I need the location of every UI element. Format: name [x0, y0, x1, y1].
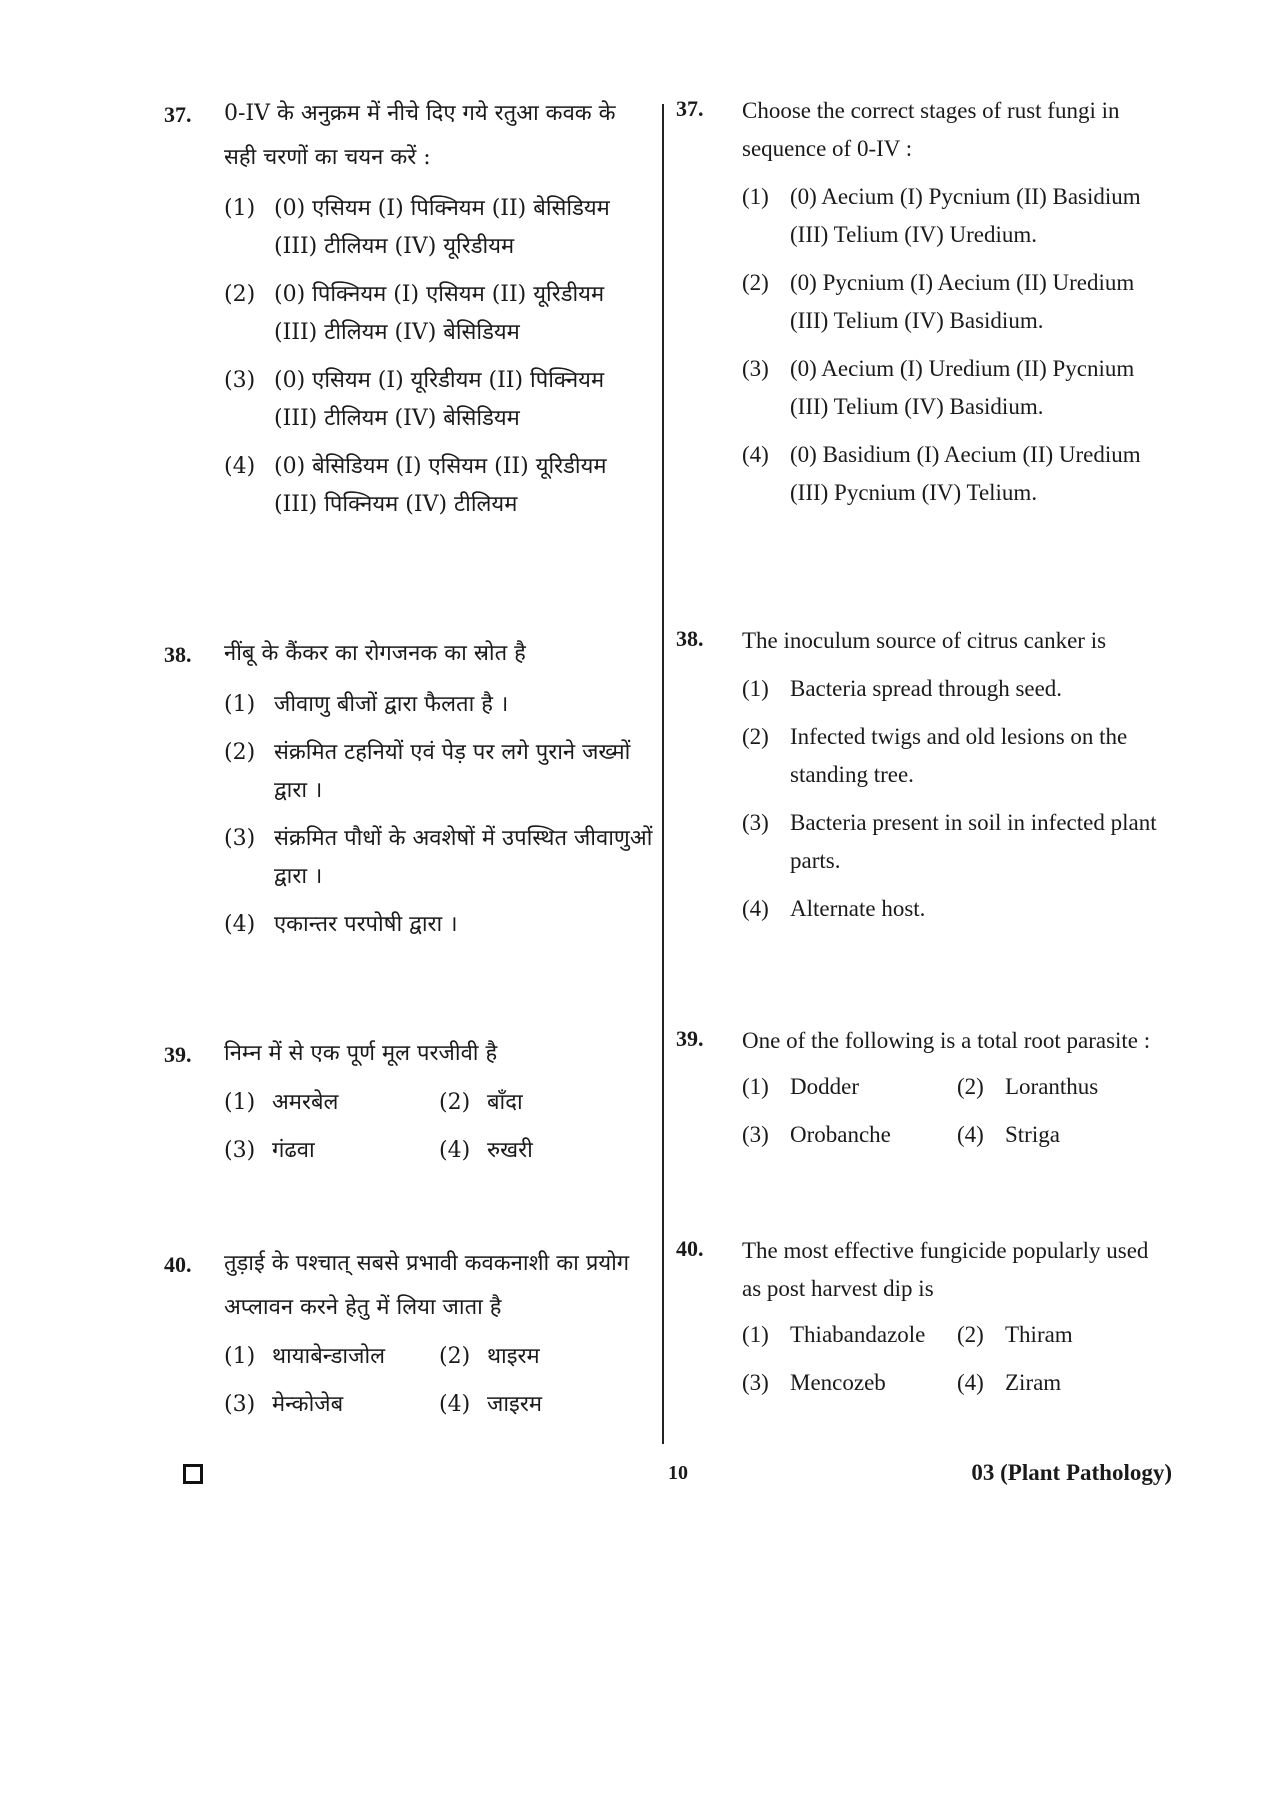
question-37-hindi [164, 92, 654, 524]
question-number: 37. [164, 102, 192, 127]
option-2: (2) थाइरम [439, 1344, 540, 1369]
option-1: (1) Dodder [742, 1074, 859, 1099]
question-stem: नींबू के कैंकर का रोगजनक का स्रोत है [224, 641, 526, 666]
option-2: (2) Loranthus [957, 1074, 1099, 1099]
option-4: (4) रुखरी [439, 1138, 533, 1163]
option-2: (2) बाँदा [439, 1090, 523, 1115]
page-footer [0, 1460, 1270, 1500]
question-40-hindi [164, 1242, 654, 1424]
option-3: (3) मेन्कोजेब [224, 1392, 344, 1417]
option-4: (4) एकान्तर परपोषी द्वारा । [224, 912, 458, 937]
column-divider [662, 104, 664, 1444]
question-stem: The most effective fungicide popularly used as post harvest dip is [742, 1238, 1149, 1301]
square-marker-icon [183, 1464, 203, 1484]
option-3: (3) गंढवा [224, 1138, 315, 1163]
option-1: (1) Bacteria spread through seed. [742, 676, 1063, 701]
options-grid [742, 1068, 1171, 1154]
question-number: 40. [164, 1252, 192, 1277]
option-4: (4) Ziram [957, 1370, 1062, 1395]
question-number: 39. [676, 1026, 704, 1051]
page-number: 10 [668, 1462, 688, 1484]
option-3: (3) Orobanche [742, 1122, 891, 1147]
question-number: 38. [164, 642, 192, 667]
question-number: 39. [164, 1042, 192, 1067]
option-1: (1) जीवाणु बीजों द्वारा फैलता है । [224, 692, 509, 717]
question-stem: निम्न में से एक पूर्ण मूल परजीवी है [224, 1041, 498, 1066]
question-stem: The inoculum source of citrus canker is [742, 628, 1107, 653]
option-2: (2) Infected twigs and old lesions on the standing tree. [742, 724, 1128, 787]
option-3: (3) (0) एसियम (I) यूरिडीयम (II) पिक्नियम (III) टीलियम (IV) बेसिडियम [224, 368, 605, 431]
option-4: (4) (0) बेसिडियम (I) एसियम (II) यूरिडीयम (III) पिक्नियम (IV) टीलियम [224, 454, 607, 517]
question-number: 38. [676, 626, 704, 651]
option-4: (4) Alternate host. [742, 896, 926, 921]
question-number: 40. [676, 1236, 704, 1261]
option-1: (1) (0) Aecium (I) Pycnium (II) Basidium (III) Telium (IV) Uredium. [742, 184, 1141, 247]
question-stem: Choose the correct stages of rust fungi in sequence of 0-IV : [742, 98, 1120, 161]
paper-code: 03 (Plant Pathology) [971, 1460, 1172, 1485]
option-3: (3) Mencozeb [742, 1370, 886, 1395]
option-2: (2) (0) Pycnium (I) Aecium (II) Uredium (III) Telium (IV) Basidium. [742, 270, 1135, 333]
option-3: (3) Bacteria present in soil in infected plant parts. [742, 810, 1157, 873]
option-4: (4) जाइरम [439, 1392, 542, 1417]
option-2: (2) संक्रमित टहनियों एवं पेड़ पर लगे पुराने जख्मों द्वारा । [224, 740, 631, 803]
question-40-english [676, 1232, 1171, 1402]
option-2: (2) (0) पिक्नियम (I) एसियम (II) यूरिडीयम (III) टीलियम (IV) बेसिडियम [224, 282, 605, 345]
question-stem: 0-IV के अनुक्रम में नीचे दिए गये रतुआ कवक के सही चरणों का चयन करें : [224, 101, 616, 170]
question-39-hindi [164, 1032, 654, 1170]
option-1: (1) अमरबेल [224, 1090, 339, 1115]
question-stem: One of the following is a total root parasite : [742, 1028, 1151, 1053]
option-4: (4) (0) Basidium (I) Aecium (II) Uredium (III) Pycnium (IV) Telium. [742, 442, 1141, 505]
option-2: (2) Thiram [957, 1322, 1073, 1347]
option-1: (1) Thiabandazole [742, 1322, 926, 1347]
option-3: (3) (0) Aecium (I) Uredium (II) Pycnium (III) Telium (IV) Basidium. [742, 356, 1135, 419]
options-grid [224, 1338, 654, 1424]
option-3: (3) संक्रमित पौधों के अवशेषों में उपस्थित जीवाणुओं द्वारा । [224, 826, 653, 889]
options-grid [224, 1084, 654, 1170]
question-39-english [676, 1022, 1171, 1154]
question-38-english [676, 622, 1171, 928]
options-grid [742, 1316, 1171, 1402]
question-number: 37. [676, 96, 704, 121]
question-37-english [676, 92, 1171, 512]
question-38-hindi [164, 632, 654, 944]
option-1: (1) (0) एसियम (I) पिक्नियम (II) बेसिडियम (III) टीलियम (IV) यूरिडीयम [224, 196, 610, 259]
question-stem: तुड़ाई के पश्चात् सबसे प्रभावी कवकनाशी का प्रयोग अप्लावन करने हेतु में लिया जाता है [224, 1251, 630, 1320]
option-4: (4) Striga [957, 1122, 1060, 1147]
option-1: (1) थायाबेन्डाजोल [224, 1344, 386, 1369]
